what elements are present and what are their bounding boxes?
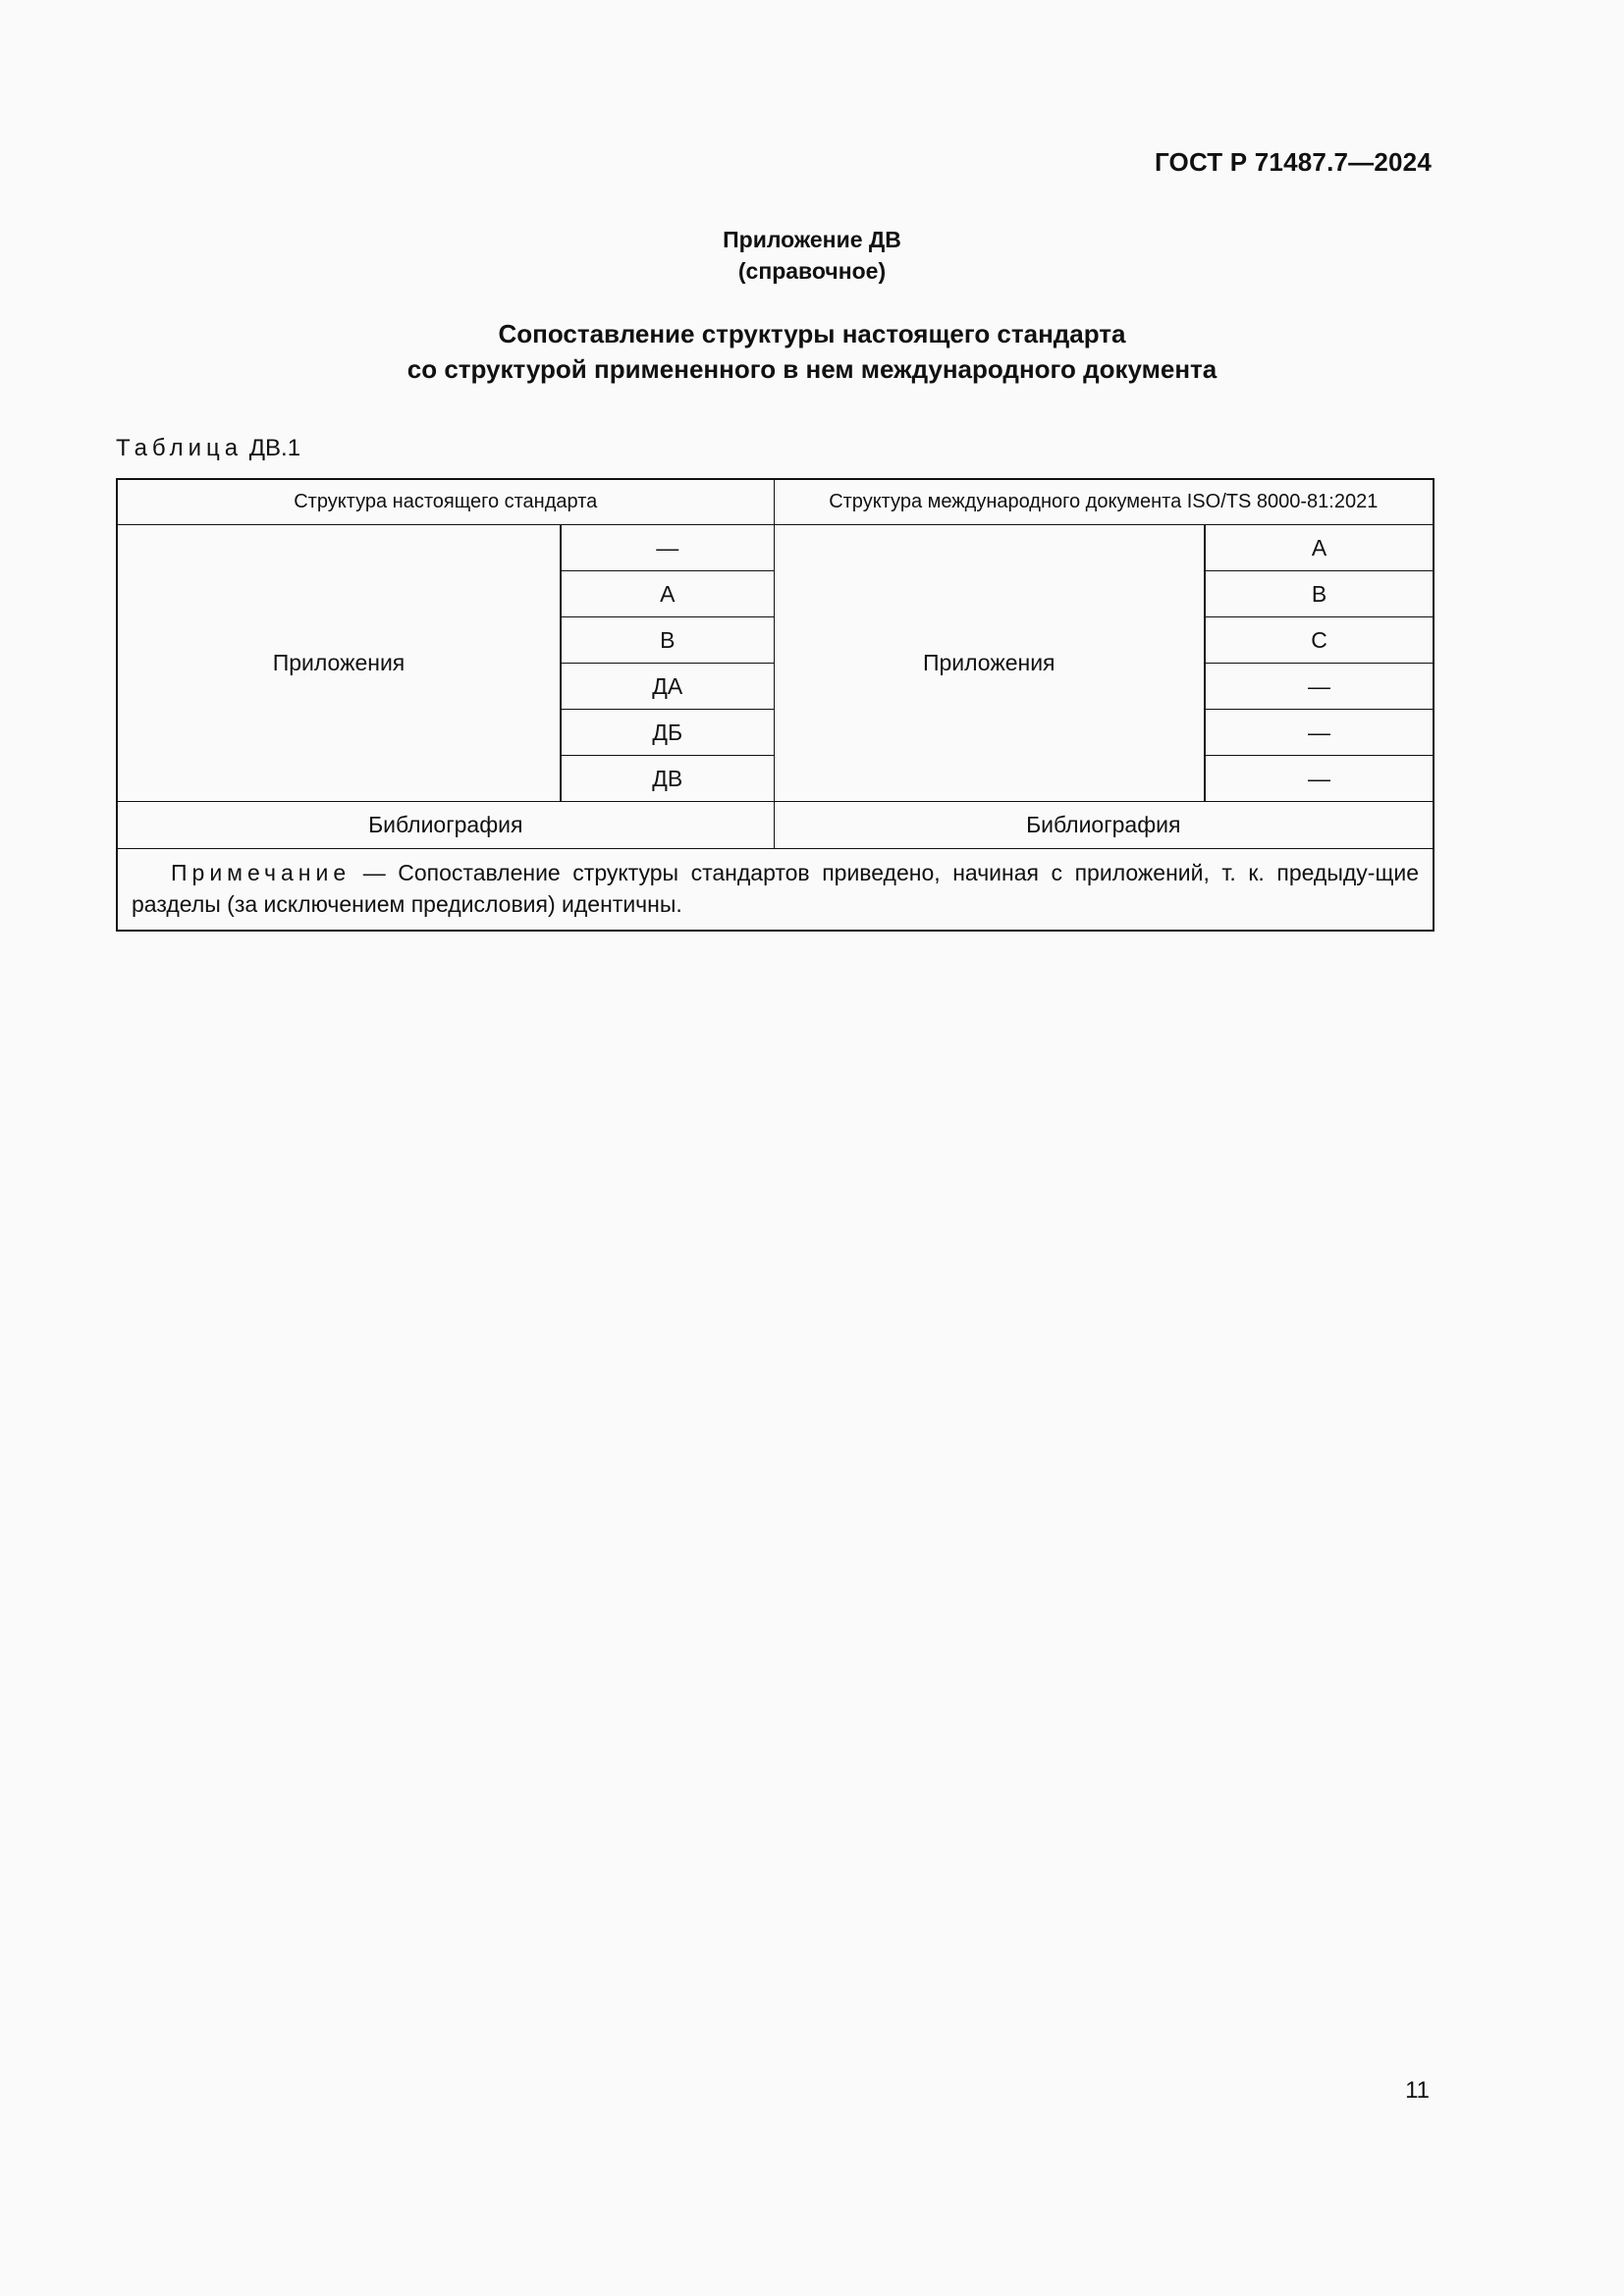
right-annex-cell: — — [1205, 664, 1434, 710]
right-annex-cell: — — [1205, 756, 1434, 802]
left-annex-cell: ДА — [561, 664, 774, 710]
page-number: 11 — [1405, 2077, 1430, 2104]
header-this-standard: Структура настоящего стандарта — [117, 479, 774, 525]
note-text: — Сопоставление структуры стандартов приведено, начиная с приложений, т. к. предыду-щие разделы (за исключением предисловия) идентичны. — [132, 860, 1420, 917]
right-annex-cell: — — [1205, 710, 1434, 756]
right-annex-cell: C — [1205, 617, 1434, 664]
table-header-row — [117, 479, 1434, 525]
right-annex-cell: A — [1205, 525, 1434, 571]
table-caption-prefix: Таблица — [116, 435, 244, 461]
annex-label: Приложение ДВ — [723, 227, 901, 252]
right-group-annexes: Приложения — [774, 525, 1205, 802]
left-group-annexes: Приложения — [117, 525, 561, 802]
left-annex-cell: ДВ — [561, 756, 774, 802]
header-international-document: Структура международного документа ISO/TS 8000-81:2021 — [774, 479, 1434, 525]
annex-title — [0, 316, 1624, 387]
comparison-table — [116, 478, 1435, 932]
annex-type: (справочное) — [737, 258, 887, 284]
annex-title-line-1: Сопоставление структуры настоящего стандарта — [498, 319, 1126, 348]
left-annex-cell: В — [561, 617, 774, 664]
annex-title-line-2: со структурой примененного в нем международного документа — [406, 354, 1218, 384]
table-caption-number: ДВ.1 — [248, 435, 301, 461]
document-code: ГОСТ Р 71487.7—2024 — [1154, 147, 1432, 177]
left-bibliography-cell: Библиография — [117, 802, 774, 849]
annex-heading — [0, 224, 1624, 287]
note-label: Примечание — [171, 860, 352, 885]
right-bibliography-cell: Библиография — [774, 802, 1434, 849]
left-annex-cell: А — [561, 571, 774, 617]
note-row — [117, 849, 1434, 932]
table-note — [117, 849, 1434, 932]
right-annex-cell: B — [1205, 571, 1434, 617]
left-annex-cell: ДБ — [561, 710, 774, 756]
left-annex-cell: — — [561, 525, 774, 571]
bibliography-row — [117, 802, 1434, 849]
table-caption — [116, 435, 300, 462]
table-row — [117, 525, 1434, 571]
